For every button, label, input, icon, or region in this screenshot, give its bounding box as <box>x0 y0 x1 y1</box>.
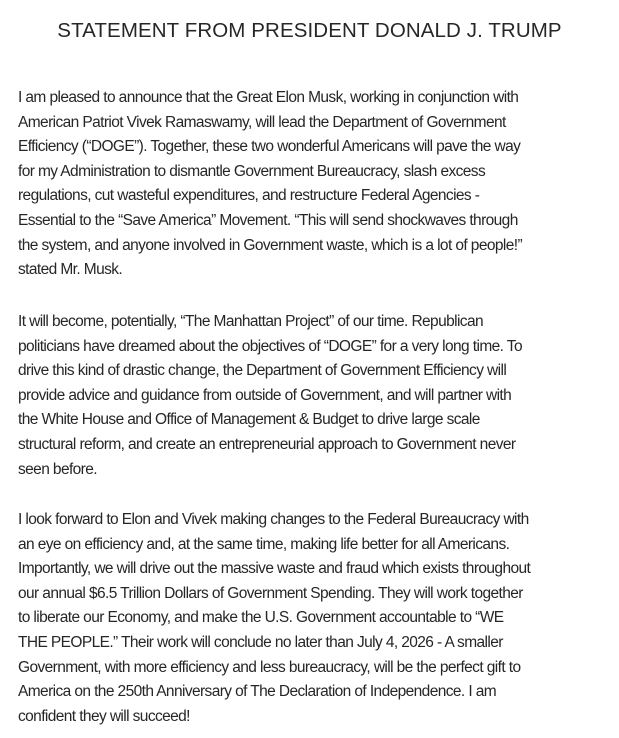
paragraph-line: an eye on efficiency and, at the same time, making life better for all Americans. <box>18 535 510 553</box>
paragraph-2 <box>18 310 618 482</box>
paragraph-line: American Patriot Vivek Ramaswamy, will lead the Department of Government <box>18 113 506 131</box>
paragraph-line: provide advice and guidance from outside of Government, and will partner with <box>18 386 512 404</box>
paragraph-line: I am pleased to announce that the Great Elon Musk, working in conjunction with <box>18 89 519 106</box>
paragraph-line: Essential to the “Save America” Movement. “This will send shockwaves through <box>18 211 518 229</box>
paragraph-line: the system, and anyone involved in Government waste, which is a lot of people!” <box>18 236 523 254</box>
paragraph-line: drive this kind of drastic change, the Department of Government Efficiency will <box>18 362 507 380</box>
paragraph-3 <box>18 508 618 729</box>
paragraph-line: to liberate our Economy, and make the U.S. Government accountable to “WE <box>18 609 504 627</box>
paragraph-line: America on the 250th Anniversary of The Declaration of Independence. I am <box>18 683 497 701</box>
paragraph-line: the White House and Office of Management & Budget to drive large scale <box>18 411 480 429</box>
paragraph-line: for my Administration to dismantle Government Bureaucracy, slash excess <box>18 162 486 180</box>
paragraph-line: THE PEOPLE.” Their work will conclude no later than July 4, 2026 - A smaller <box>18 633 503 651</box>
statement-title: STATEMENT FROM PRESIDENT DONALD J. TRUMP <box>57 19 562 42</box>
paragraph-line: Government, with more efficiency and less bureaucracy, will be the perfect gift to <box>18 658 521 676</box>
paragraph-line: confident they will succeed! <box>18 707 190 725</box>
paragraph-line: seen before. <box>18 460 97 478</box>
paragraph-line: stated Mr. Musk. <box>18 261 123 279</box>
paragraph-line: I look forward to Elon and Vivek making changes to the Federal Bureaucracy with <box>18 511 529 528</box>
paragraph-1 <box>18 86 618 283</box>
paragraph-line: Efficiency (“DOGE”). Together, these two wonderful Americans will pave the way <box>18 138 521 156</box>
paragraph-line: structural reform, and create an entrepreneurial approach to Government never <box>18 435 516 453</box>
paragraph-line: It will become, potentially, “The Manhattan Project” of our time. Republican <box>18 313 483 330</box>
paragraph-line: Importantly, we will drive out the massive waste and fraud which exists throughout <box>18 560 531 578</box>
paragraph-line: our annual $6.5 Trillion Dollars of Government Spending. They will work together <box>18 584 523 602</box>
paragraph-line: politicians have dreamed about the objectives of “DOGE” for a very long time. To <box>18 337 522 355</box>
paragraph-line: regulations, cut wasteful expenditures, and restructure Federal Agencies - <box>18 187 480 205</box>
